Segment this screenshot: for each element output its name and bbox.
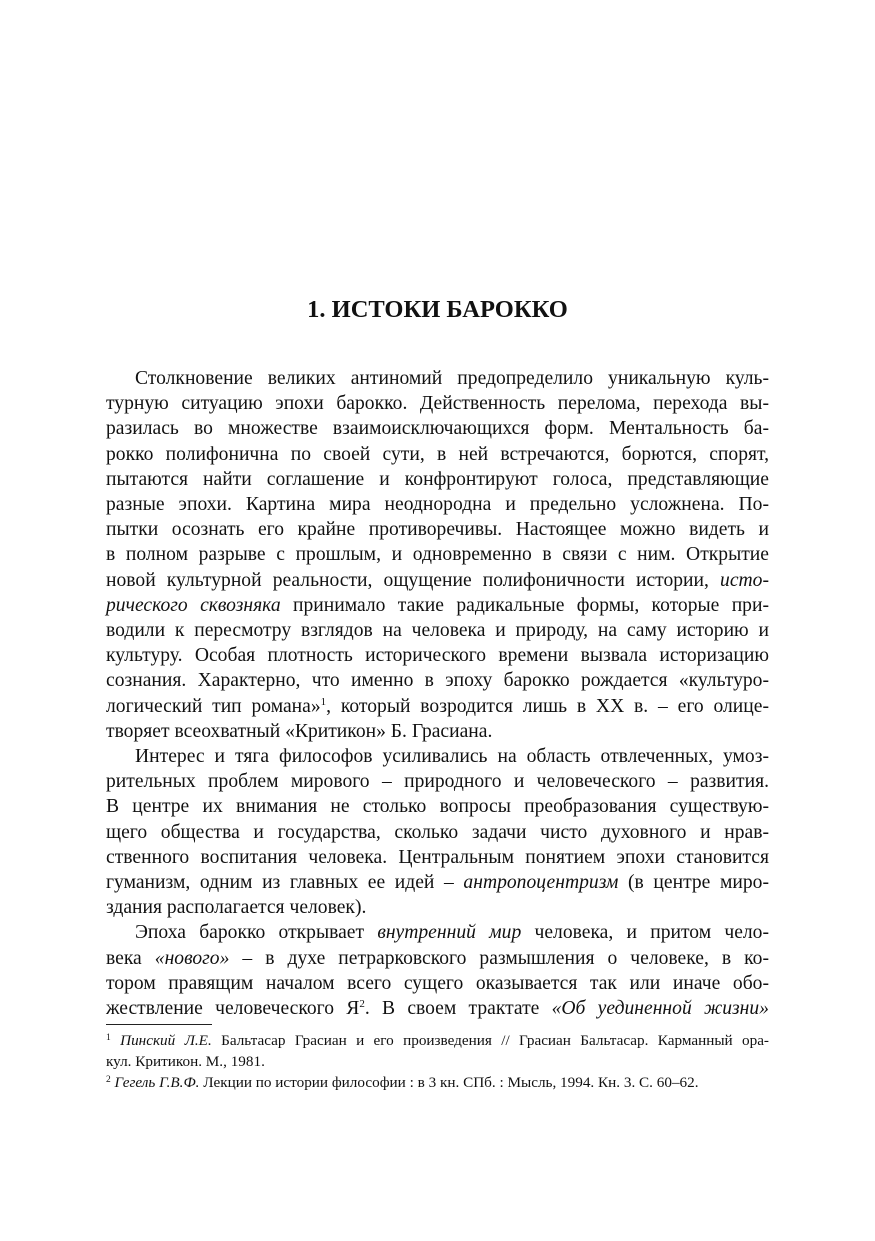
text-run: логический тип романа» bbox=[106, 695, 321, 717]
text-run: человека, и притом чело- bbox=[521, 922, 769, 944]
text-line: разные эпохи. Картина мира неоднородна и предельно усложнена. По- bbox=[106, 494, 769, 516]
text-line bbox=[106, 593, 769, 618]
text-line: в полном разрыве с прошлым, и одновременно в связи с ним. Открытие bbox=[106, 544, 769, 566]
text-line: пытки осознать его крайне противоречивы. Настоящее можно видеть и bbox=[106, 519, 769, 541]
footnote-number: 1 bbox=[106, 1033, 111, 1043]
text-line: культуру. Особая плотность исторического времени вызвала историзацию bbox=[106, 645, 769, 667]
text-run: новой культурной реальности, ощущение полифоничности истории, bbox=[106, 569, 721, 591]
text-line bbox=[106, 568, 769, 593]
italic-term: исто- bbox=[720, 569, 769, 591]
text-line: тором правящим началом всего сущего оказывается так или иначе обо- bbox=[106, 972, 769, 994]
text-run: – в духе петрарковского размышления о человеке, в ко- bbox=[229, 947, 770, 969]
footnote-text: Лекции по истории философии : в 3 кн. СПб. : Мысль, 1994. Кн. 3. С. 60–62. bbox=[199, 1074, 699, 1091]
footnote-separator bbox=[106, 1024, 212, 1025]
text-line: водили к пересмотру взглядов на человека и природу, на саму историю и bbox=[106, 620, 769, 642]
text-run: (в центре миро- bbox=[618, 872, 769, 894]
text-run: Эпоха барокко открывает bbox=[135, 922, 378, 944]
footnote-1-cont: кул. Критикон. М., 1981. bbox=[106, 1053, 265, 1070]
text-run: гуманизм, одним из главных ее идей – bbox=[106, 872, 464, 894]
text-line: ственного воспитания человека. Центральным понятием эпохи становится bbox=[106, 846, 769, 868]
text-line bbox=[106, 870, 769, 895]
text-line bbox=[106, 946, 769, 971]
italic-term: рического сквозняка bbox=[106, 594, 281, 616]
text-run: века bbox=[106, 947, 155, 969]
paragraph-2 bbox=[106, 744, 769, 920]
italic-term: «нового» bbox=[154, 947, 230, 969]
footnote-1 bbox=[106, 1030, 769, 1051]
body-text bbox=[106, 366, 769, 1021]
text-run: жествление человеческого Я bbox=[106, 998, 360, 1020]
text-line bbox=[106, 694, 769, 719]
text-line: Интерес и тяга философов усиливались на область отвлеченных, умоз- bbox=[135, 746, 769, 768]
text-run: принимало такие радикальные формы, которые при- bbox=[280, 594, 769, 616]
footnote-author: Гегель Г.В.Ф. bbox=[114, 1074, 200, 1091]
text-line: Столкновение великих антиномий предопределило уникальную куль- bbox=[135, 368, 769, 389]
text-line: пытаются найти соглашение и конфронтируют голоса, представляющие bbox=[106, 468, 769, 490]
italic-term: антропоцентризм bbox=[463, 872, 619, 894]
text-line: В центре их внимания не столько вопросы преобразования существую- bbox=[106, 796, 769, 818]
text-line bbox=[106, 996, 769, 1021]
italic-title: «Об уединенной жизни» bbox=[551, 998, 769, 1020]
footnote-text: Бальтасар Грасиан и его произведения // Грасиан Бальтасар. Карманный ора- bbox=[211, 1032, 769, 1049]
text-line: щего общества и государства, сколько задачи чисто духовного и нрав- bbox=[106, 821, 769, 843]
text-line: разилась во множестве взаимоисключающихся форм. Ментальность ба- bbox=[106, 418, 769, 440]
footnote-2 bbox=[106, 1072, 769, 1093]
footnote-ref[interactable]: 2 bbox=[359, 998, 365, 1011]
text-run: . В своем трактате bbox=[364, 998, 552, 1020]
text-line: турную ситуацию эпохи барокко. Действенность перелома, перехода вы- bbox=[106, 393, 769, 415]
footnote-ref[interactable]: 1 bbox=[320, 695, 327, 708]
paragraph-3 bbox=[106, 920, 769, 1021]
chapter-title: 1. ИСТОКИ БАРОККО bbox=[307, 296, 568, 323]
text-line: рительных проблем мирового – природного и человеческого – развития. bbox=[106, 771, 769, 793]
text-line: творяет всеохватный «Критикон» Б. Грасиана. bbox=[106, 720, 493, 742]
footnote-author: Пинский Л.Е. bbox=[120, 1032, 212, 1049]
italic-term: внутренний мир bbox=[377, 922, 522, 944]
footnotes bbox=[106, 1030, 769, 1093]
text-line: здания располагается человек). bbox=[106, 897, 367, 919]
text-line: рокко полифонична по своей сути, в ней встречаются, борются, спорят, bbox=[106, 443, 769, 465]
text-run: , который возродится лишь в XX в. – его олице- bbox=[326, 695, 769, 717]
paragraph-1 bbox=[106, 366, 769, 744]
text-line: сознания. Характерно, что именно в эпоху барокко рождается «культуро- bbox=[106, 670, 769, 692]
text-line bbox=[106, 920, 769, 945]
footnote-number: 2 bbox=[106, 1075, 111, 1085]
